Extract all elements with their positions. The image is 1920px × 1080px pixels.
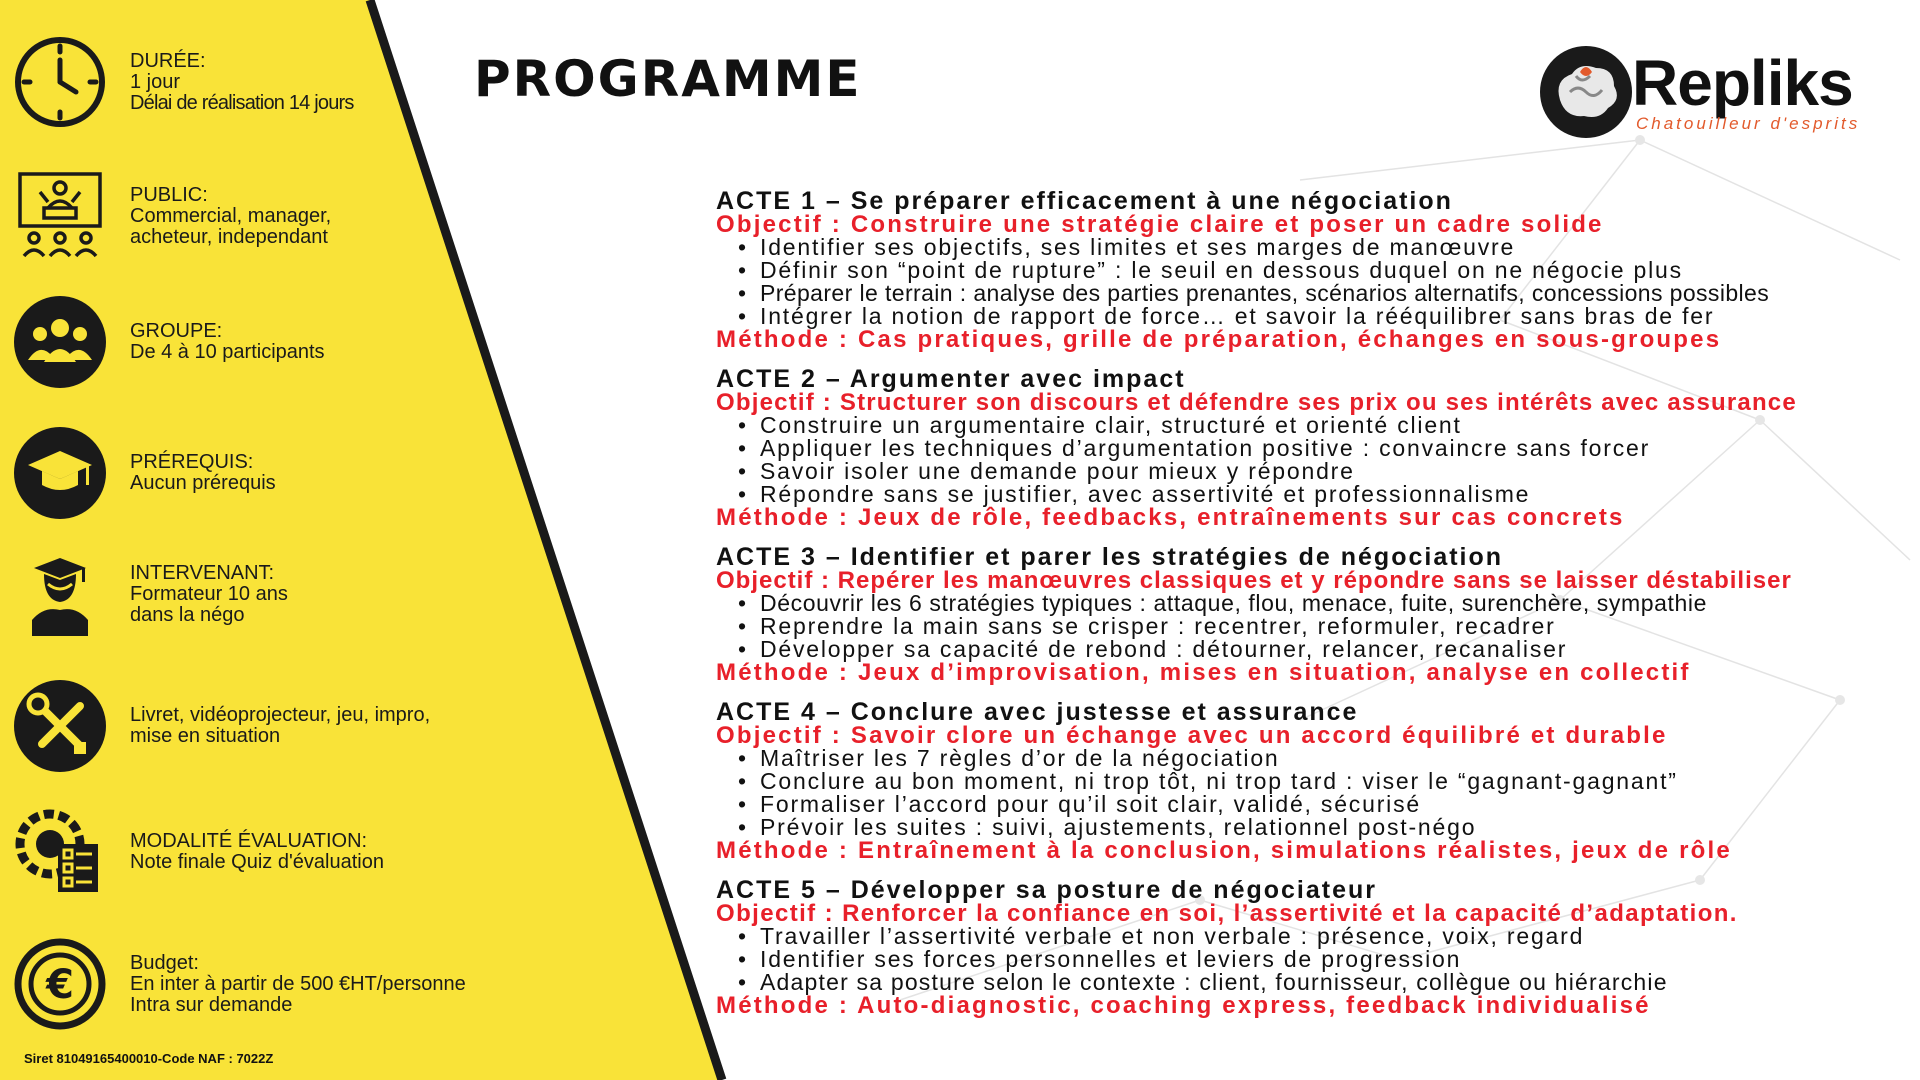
sidebar-item-budget <box>14 938 466 1030</box>
sidebar-item-heading: MODALITÉ ÉVALUATION: <box>130 830 368 852</box>
sidebar-item-public <box>14 170 331 262</box>
acte-title: ACTE 2 – Argumenter avec impact <box>716 365 1186 393</box>
group-icon <box>14 296 106 388</box>
list-item: • Savoir isoler une demande pour mieux y répondre <box>716 460 1916 483</box>
sidebar-item-duree <box>14 36 354 128</box>
evaluation-checklist-icon <box>14 806 106 898</box>
sidebar-item-heading: PRÉREQUIS: <box>130 451 254 473</box>
list-item: • Identifier ses objectifs, ses limites et ses marges de manœuvre <box>716 236 1916 259</box>
sidebar-item-line: dans la négo <box>130 603 245 626</box>
list-item: • Identifier ses forces personnelles et leviers de progression <box>716 948 1916 971</box>
acte-objective: Objectif : Repérer les manœuvres classiques et y répondre sans se laisser déstabiliser <box>716 567 1792 594</box>
sidebar-item-heading: Budget: <box>130 951 199 974</box>
classroom-icon <box>14 170 106 262</box>
list-item: • Prévoir les suites : suivi, ajustements, relationnel post-négo <box>716 816 1916 839</box>
sidebar-item-evaluation <box>14 806 384 898</box>
list-item: • Répondre sans se justifier, avec assertivité et professionnalisme <box>716 483 1916 506</box>
acte-4 <box>716 698 1916 864</box>
acte-method: Méthode : Cas pratiques, grille de préparation, échanges en sous-groupes <box>716 326 1722 353</box>
sidebar-item-materiel <box>14 680 430 772</box>
programme-content <box>716 187 1916 1034</box>
logo <box>1540 46 1880 146</box>
list-item: • Reprendre la main sans se crisper : recentrer, reformuler, recadrer <box>716 615 1916 638</box>
tools-icon <box>14 680 106 772</box>
sidebar-item-line: 1 jour <box>130 70 181 93</box>
acte-objective: Objectif : Construire une stratégie claire et poser un cadre solide <box>716 211 1604 238</box>
acte-5 <box>716 876 1916 1019</box>
acte-objective: Objectif : Savoir clore un échange avec un accord équilibré et durable <box>716 722 1668 749</box>
siret-info: Siret 81049165400010-Code NAF : 7022Z <box>24 1051 274 1066</box>
logo-name: Repliks <box>1632 47 1853 119</box>
acte-points <box>716 925 1916 994</box>
sidebar-item-line: Livret, vidéoprojecteur, jeu, impro, <box>130 704 431 726</box>
list-item: • Développer sa capacité de rebond : détourner, relancer, recanaliser <box>716 638 1916 661</box>
acte-objective: Objectif : Structurer son discours et défendre ses prix ou ses intérêts avec assurance <box>716 389 1797 416</box>
acte-3 <box>716 543 1916 686</box>
list-item: • Définir son “point de rupture” : le seuil en dessous duquel on ne négocie plus <box>716 259 1916 282</box>
sidebar-item-line: Formateur 10 ans <box>130 582 288 605</box>
svg-text:€: € <box>46 962 74 1008</box>
logo-tagline: Chatouilleur d'esprits <box>1636 114 1861 133</box>
sidebar-item-line: Note finale Quiz d'évaluation <box>130 851 384 873</box>
list-item: • Intégrer la notion de rapport de force… et savoir la rééquilibrer sans bras de fer <box>716 305 1916 328</box>
acte-title: ACTE 3 – Identifier et parer les stratégies de négociation <box>716 543 1504 571</box>
list-item: • Préparer le terrain : analyse des parties prenantes, scénarios alternatifs, concessions possibles <box>716 282 1916 305</box>
list-item: • Découvrir les 6 stratégies typiques : attaque, flou, menace, fuite, surenchère, sympathie <box>716 592 1916 615</box>
sidebar-item-groupe <box>14 296 325 388</box>
euro-coin-icon <box>14 938 106 1030</box>
sidebar-item-heading: GROUPE: <box>130 320 223 342</box>
sidebar-item-line: De 4 à 10 participants <box>130 341 325 363</box>
sidebar-item-line: acheteur, independant <box>130 225 328 248</box>
instructor-icon <box>14 548 106 640</box>
acte-method: Méthode : Jeux d’improvisation, mises en situation, analyse en collectif <box>716 659 1691 686</box>
page-title: PROGRAMME <box>474 50 862 108</box>
sidebar-item-line: Délai de réalisation 14 jours <box>130 91 354 114</box>
sidebar-item-prerequis <box>14 427 276 519</box>
acte-title: ACTE 1 – Se préparer efficacement à une négociation <box>716 187 1453 215</box>
list-item: • Formaliser l’accord pour qu’il soit clair, validé, sécurisé <box>716 793 1916 816</box>
acte-title: ACTE 5 – Développer sa posture de négociateur <box>716 876 1377 904</box>
sidebar-item-line: Intra sur demande <box>130 993 293 1016</box>
sidebar-item-heading: DURÉE: <box>130 49 206 72</box>
clock-icon <box>14 36 106 128</box>
sidebar-item-heading: INTERVENANT: <box>130 561 275 584</box>
sidebar-item-heading: PUBLIC: <box>130 183 208 206</box>
list-item: • Maîtriser les 7 règles d’or de la négociation <box>716 747 1916 770</box>
acte-title: ACTE 4 – Conclure avec justesse et assurance <box>716 698 1359 726</box>
list-item: • Travailler l’assertivité verbale et non verbale : présence, voix, regard <box>716 925 1916 948</box>
acte-points <box>716 592 1916 661</box>
list-item: • Adapter sa posture selon le contexte : client, fournisseur, collègue ou hiérarchie <box>716 971 1916 994</box>
sidebar-item-line: Commercial, manager, <box>130 204 332 227</box>
acte-objective: Objectif : Renforcer la confiance en soi, l’assertivité et la capacité d’adaptation. <box>716 900 1738 927</box>
acte-1 <box>716 187 1916 353</box>
acte-points <box>716 747 1916 839</box>
list-item: • Conclure au bon moment, ni trop tôt, ni trop tard : viser le “gagnant-gagnant” <box>716 770 1916 793</box>
brain-logo-icon <box>1540 46 1632 138</box>
acte-points <box>716 236 1916 328</box>
sidebar-item-line: mise en situation <box>130 725 281 747</box>
sidebar-item-line: En inter à partir de 500 €HT/personne <box>130 972 466 995</box>
sidebar-item-intervenant <box>14 548 288 640</box>
sidebar-item-line: Aucun prérequis <box>130 472 276 494</box>
acte-2 <box>716 365 1916 531</box>
list-item: • Construire un argumentaire clair, structuré et orienté client <box>716 414 1916 437</box>
acte-method: Méthode : Auto-diagnostic, coaching express, feedback individualisé <box>716 992 1651 1019</box>
acte-method: Méthode : Jeux de rôle, feedbacks, entraînements sur cas concrets <box>716 504 1625 531</box>
list-item: • Appliquer les techniques d’argumentation positive : convaincre sans forcer <box>716 437 1916 460</box>
acte-method: Méthode : Entraînement à la conclusion, simulations réalistes, jeux de rôle <box>716 837 1732 864</box>
graduation-cap-icon <box>14 427 106 519</box>
acte-points <box>716 414 1916 506</box>
